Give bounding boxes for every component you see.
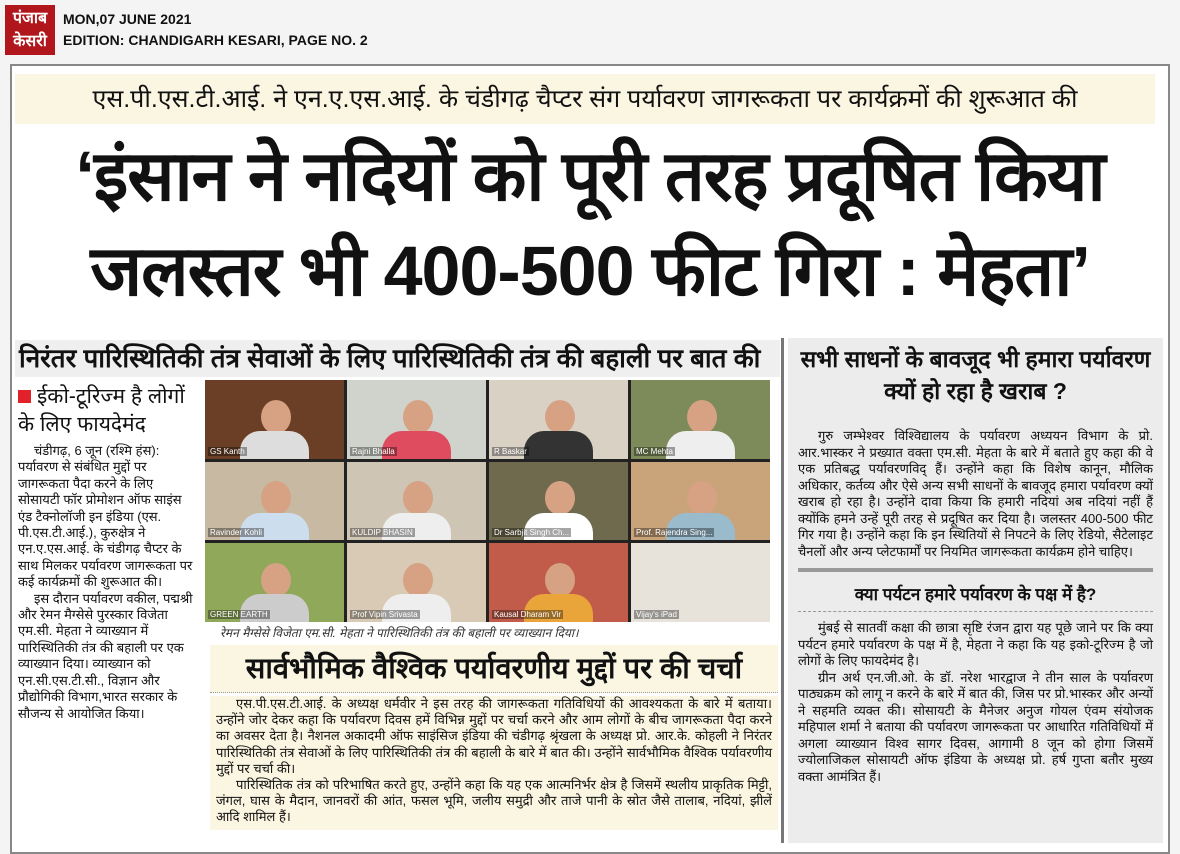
participant-name: GREEN EARTH bbox=[210, 609, 268, 619]
participant-body bbox=[524, 431, 594, 459]
video-tile bbox=[631, 380, 770, 459]
left-title-text: ईको-टूरिज्म है लोगों के लिए फायदेमंद bbox=[18, 385, 185, 436]
paragraph: इस दौरान पर्यावरण वकील, पद्मश्री और रेमन मैग्सेसे पुरस्कार विजेता एम.सी. मेहता ने व्याख्यान में पारिस्थितिकी तंत्र की बहाली पर एक व्याख्यान दिया। व्याख्यान को एन.सी.एस.टी.सी., विज्ञान और प्रौद्योगिकी विभाग,भारत सरकार के सौजन्य से आयोजित किया। bbox=[18, 590, 193, 721]
participant-face bbox=[261, 400, 291, 434]
right-title: सभी साधनों के बावजूद भी हमारा पर्यावरण क्यों हो रहा है खराब ? bbox=[800, 346, 1151, 404]
participant-name: MC Mehta bbox=[636, 446, 673, 456]
participant-name: R Baskar bbox=[494, 446, 527, 456]
participant-face bbox=[687, 481, 717, 515]
red-square-icon bbox=[18, 390, 31, 403]
paragraph: ग्रीन अर्थ एन.जी.ओ. के डॉ. नरेश भारद्वाज ने तीन साल के पर्यावरण पाठ्यक्रम को लागू न करने के बारे में बात की, जिस पर प्रो.भास्कर और अन्यों ने सहमति व्यक्त की। सोसायटी के मैनेजर अनुज गोयल एंवम संयोजक महिपाल शर्मा ने बताया की पर्यावरण जागरूकता पर आधारित गतिविधियों में अगला व्याख्यान विश्व सागर दिवस, आगामी 8 जून को होगा जिसमें ज्योलाजिकल सोसायटी ऑफ इंडिया के अध्यक्ष प्रो. हर्ष गुप्ता बतौर मुख्य वक्ता आमंत्रित हैं। bbox=[798, 669, 1153, 784]
participant-name: Prof Vipin Srivasta bbox=[352, 609, 418, 619]
headline-line1: ‘इंसान ने नदियों को पूरी तरह प्रदूषित किया bbox=[75, 137, 1105, 215]
participant-name: Kausal Dharam Vir bbox=[494, 609, 561, 619]
participant-face bbox=[403, 563, 433, 597]
subheadline: निरंतर पारिस्थितिकी तंत्र सेवाओं के लिए पारिस्थितिकी तंत्र की बहाली पर बात की bbox=[15, 340, 780, 377]
participant-face bbox=[261, 481, 291, 515]
paragraph: गुरु जम्भेश्वर विश्विद्यालय के पर्यावरण अध्ययन विभाग के प्रो. आर.भास्कर ने प्रख्यात वक्ता एम.सी. मेहता के बारे में बताते हुए कहा की वे एक प्रतिबद्ध पर्यावरणविद् हैं। उन्होंने कहा कि विशेष कानून, मौलिक अधिकार, कर्तव्य और ऐसे अन्य सभी साधनों के बावजूद हमारा पर्यावरण क्यों खराब हो रहा है। उन्होंने दावा किया कि हमारी नदियां अब नदियां नहीं हैं क्योंकि हमने उन्हें पूरी तरह से प्रदूषित कर दिया है। जलस्तर 400-500 फीट गिर गया है। उन्होंने कहा कि इन स्थितियों से निपटने के लिए रेडियो, सैटेलाइट चैनलों और अन्य प्लेटफार्मों पर नियमित जागरूकता कार्यक्रम होने चाहिए। bbox=[798, 428, 1153, 559]
participant-body bbox=[666, 431, 736, 459]
headline-line2: जलस्तर भी 400-500 फीट गिरा : मेहता’ bbox=[90, 232, 1090, 310]
center-title: सार्वभौमिक वैश्विक पर्यावरणीय मुद्दों पर की चर्चा bbox=[210, 645, 778, 693]
participant-name: Rajni Bhalla bbox=[352, 446, 395, 456]
video-tile bbox=[489, 543, 628, 622]
logo-text: केसरी bbox=[13, 33, 47, 50]
participant-face bbox=[687, 400, 717, 434]
paragraph: चंडीगढ़, 6 जून (रश्मि हंस): पर्यावरण से संबंधित मुद्दों पर जागरूकता पैदा करने के लिए सोसायटी फॉर प्रोमोशन ऑफ साइंस एंड टैक्नोलॉजी इन इंडिया (एस. पी.एस.टी.आई.), कुरुक्षेत्र ने एन.ए.एस.आई. के चंडीगढ़ चैप्टर के साथ मिलकर पर्यावरण जागरूकता पर कई कार्यक्रमों की शुरूआत की। bbox=[18, 443, 193, 590]
right-subtitle: क्या पर्यटन हमारे पर्यावरण के पक्ष में है? bbox=[798, 582, 1153, 612]
right-column bbox=[788, 338, 1163, 843]
paragraph: एस.पी.एस.टी.आई. के अध्यक्ष धर्मवीर ने इस तरह की जागरूकता गतिविधियों की आवश्यकता के बारे में बताया। उन्होंने जोर देकर कहा कि पर्यावरण दिवस हमें विभिन्न मुद्दों पर चर्चा करने और आम लोगों के बीच जागरूकता पैदा करने का अवसर देता है। नैशनल अकादमी ऑफ साइंसिज इंडिया की चंडीगढ़ श्रृंखला के अध्यक्ष प्रो. आर.के. कोहली ने निरंतर पारिस्थितिकी तंत्र सेवाओं के लिए पारिस्थितिकी तंत्र की बहाली के बारे में बात की। उन्होंने सार्वभौमिक वैश्विक पर्यावरणीय मुद्दों पर चर्चा की। bbox=[216, 696, 772, 776]
video-tile bbox=[347, 543, 486, 622]
video-tile bbox=[347, 462, 486, 541]
participant-name: Dr Sarbjit Singh Ch... bbox=[494, 528, 570, 538]
video-tile bbox=[205, 462, 344, 541]
participant-body bbox=[240, 431, 310, 459]
participant-name: Vijay's iPad bbox=[636, 609, 677, 619]
column-divider bbox=[781, 338, 784, 843]
participant-face bbox=[261, 563, 291, 597]
left-title bbox=[18, 383, 198, 439]
left-column bbox=[18, 383, 198, 722]
video-tile bbox=[347, 380, 486, 459]
kicker: एस.पी.एस.टी.आई. ने एन.ए.एस.आई. के चंडीगढ़ चैप्टर संग पर्यावरण जागरूकता पर कार्यक्रमों की शुरूआत की bbox=[15, 74, 1155, 124]
divider bbox=[798, 568, 1153, 572]
participant-face bbox=[545, 400, 575, 434]
video-tile bbox=[205, 380, 344, 459]
participant-name: GS Kanth bbox=[210, 446, 245, 456]
participant-face bbox=[545, 563, 575, 597]
participant-face bbox=[403, 481, 433, 515]
video-tile bbox=[489, 462, 628, 541]
edition: EDITION: CHANDIGARH KESARI, PAGE NO. 2 bbox=[63, 32, 368, 48]
participant-name: Prof. Rajendra Sing... bbox=[636, 528, 713, 538]
newspaper-logo bbox=[5, 5, 55, 55]
center-article bbox=[210, 696, 778, 830]
participant-face bbox=[545, 481, 575, 515]
paragraph: मुंबई से सातवीं कक्षा की छात्रा सृष्टि रंजन द्वारा यह पूछे जाने पर कि क्या पर्यटन हमारे पर्यावरण के पक्ष में है, मेहता ने कहा कि यह इको-टूरिज्म है जो लोगों के लिए फायदेमंद है। bbox=[798, 620, 1153, 668]
video-tile bbox=[489, 380, 628, 459]
video-tile bbox=[205, 543, 344, 622]
photo-caption: रेमन मैग्सेसे विजेता एम.सी. मेहता ने पारिस्थितिकी तंत्र की बहाली पर व्याख्यान दिया। bbox=[220, 626, 579, 640]
participant-name: KULDIP BHASIN bbox=[352, 528, 413, 538]
paragraph: पारिस्थितिक तंत्र को परिभाषित करते हुए, उन्होंने कहा कि यह एक आत्मनिर्भर क्षेत्र है जिसमें स्थलीय प्राकृतिक मिट्टी, जंगल, घास के मैदान, जानवरों की आंत, फसल भूमि, जलीय समुद्री और ताजे पानी के स्रोत जैसे तालाब, नदियां, झीलें आदि शामिल हैं। bbox=[216, 777, 772, 825]
video-tile bbox=[631, 462, 770, 541]
video-call-photo bbox=[205, 380, 770, 622]
participant-name: Ravinder Kohli bbox=[210, 528, 263, 538]
logo-text: पंजाब bbox=[12, 10, 48, 27]
participant-face bbox=[403, 400, 433, 434]
date: MON,07 JUNE 2021 bbox=[63, 11, 192, 27]
edition-info bbox=[63, 9, 368, 51]
video-tile bbox=[631, 543, 770, 622]
